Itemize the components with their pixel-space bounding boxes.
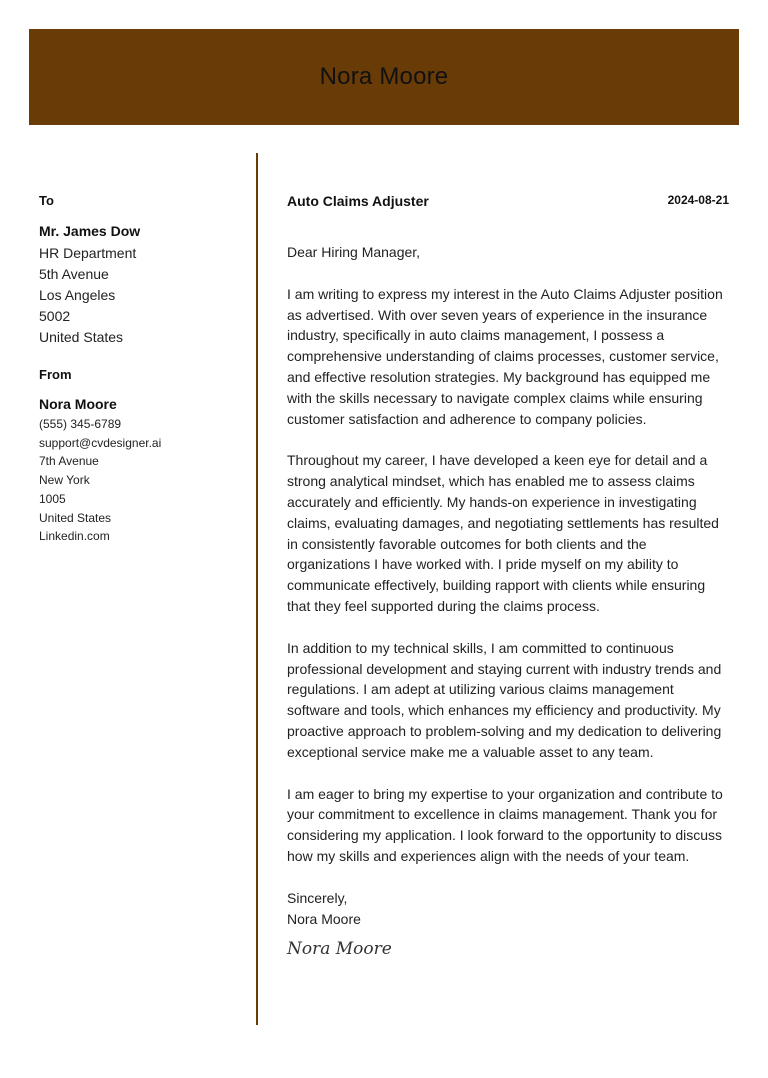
sender-block xyxy=(39,395,161,546)
recipient-country: United States xyxy=(39,329,124,345)
sender-linkedin: Linkedin.com xyxy=(39,529,110,544)
paragraph-3: In addition to my technical skills, I am committed to continuous professional development and staying current with industry trends and regulations. I am adept at utilizing various claims management software and tools, which enhances my efficiency and productivity. My proactive approach to problem-solving and my dedication to delivering exceptional service make me a valuable asset to any team. xyxy=(287,639,722,760)
paragraph-2: Throughout my career, I have developed a keen eye for detail and a strong analytical mindset, which has enabled me to assess claims accurately and efficiently. My hands-on experience in investigating claims, evaluating damages, and negotiating settlements has resulted in consistently favorable outcomes for both clients and the organizations I have worked with. I pride myself on my ability to communicate effectively, building rapport with clients while ensuring that they feel supported during the claims process. xyxy=(287,452,719,614)
header-banner xyxy=(29,29,739,125)
to-label: To xyxy=(39,193,54,208)
recipient-city: Los Angeles xyxy=(39,287,116,303)
recipient-street: 5th Avenue xyxy=(39,266,109,282)
closing: Sincerely, xyxy=(287,889,348,906)
closing-name: Nora Moore xyxy=(287,910,361,927)
sender-email: support@cvdesigner.ai xyxy=(39,435,162,450)
recipient-block xyxy=(39,222,140,348)
sender-postcode: 1005 xyxy=(39,491,66,506)
sender-country: United States xyxy=(39,510,112,525)
header-name: Nora Moore xyxy=(319,63,449,90)
column-divider xyxy=(256,153,258,1025)
sender-city: New York xyxy=(39,473,90,488)
letter-date: 2024-08-21 xyxy=(667,193,729,207)
paragraph-1: I am writing to express my interest in the Auto Claims Adjuster position as advertised. With over seven years of experience in the insurance industry, specifically in auto claims management, I possess a comprehensive understanding of claims processes, customer service, and effective resolution strategies. My background has equipped me with the skills necessary to navigate complex claims while ensuring customer satisfaction and adherence to company policies. xyxy=(287,285,723,427)
signature: Nora Moore xyxy=(287,939,392,960)
sender-street: 7th Avenue xyxy=(39,454,99,469)
letter-body xyxy=(287,242,729,960)
salutation: Dear Hiring Manager, xyxy=(287,244,421,260)
from-label: From xyxy=(39,367,72,382)
sender-name: Nora Moore xyxy=(39,396,117,412)
sender-phone: (555) 345-6789 xyxy=(39,417,122,431)
recipient-department: HR Department xyxy=(39,245,137,261)
recipient-name: Mr. James Dow xyxy=(39,223,141,239)
paragraph-4: I am eager to bring my expertise to your organization and contribute to your commitment to excellence in claims management. Thank you for considering my application. I look forward to the opportunity to discuss how my skills and experiences align with the needs of your team. xyxy=(287,785,723,864)
recipient-postcode: 5002 xyxy=(39,308,71,324)
job-title: Auto Claims Adjuster xyxy=(287,193,429,209)
